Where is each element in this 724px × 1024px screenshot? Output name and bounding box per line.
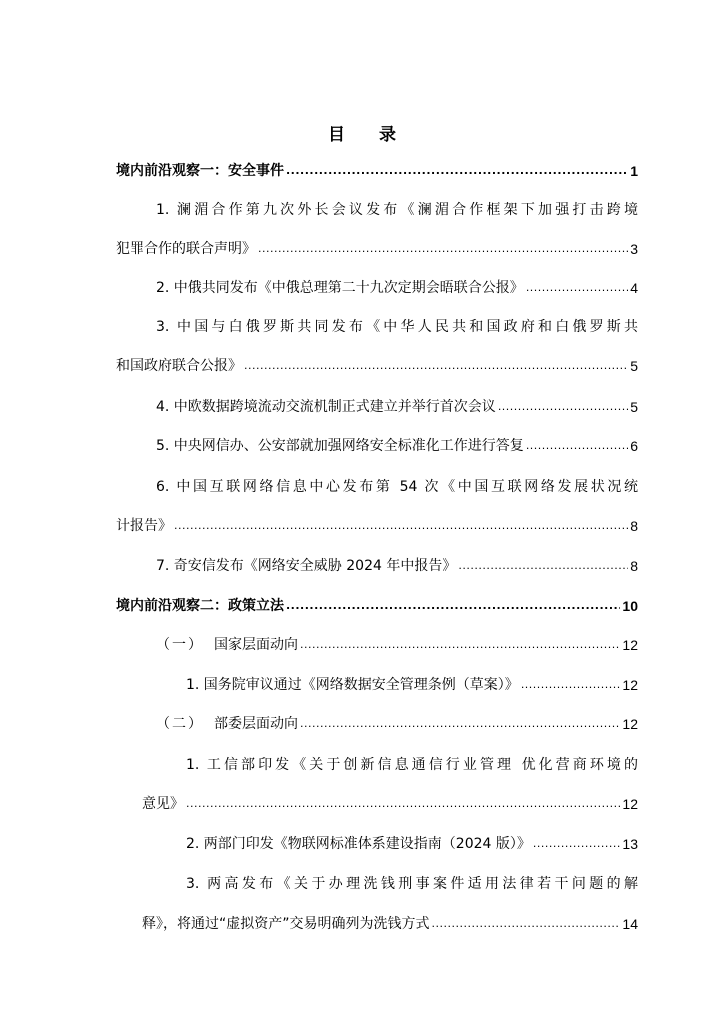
toc-leader-dots xyxy=(521,677,621,693)
toc-entry-text: 3. 中国与白俄罗斯共同发布《中华人民共和国政府和白俄罗斯共 xyxy=(156,319,638,335)
toc-entry-2-1-1[interactable] xyxy=(186,674,638,696)
toc-entry-text: 犯罪合作的联合声明》 xyxy=(116,241,256,257)
toc-entry-6-line-2[interactable] xyxy=(116,515,638,537)
toc-subsection-1[interactable] xyxy=(156,634,638,656)
toc-entry-6-line-1[interactable] xyxy=(156,476,638,498)
toc-entry-text: 3. 两高发布《关于办理洗钱刑事案件适用法律若干问题的解 xyxy=(186,876,638,892)
toc-subsection-label: （二） xyxy=(156,716,204,732)
toc-entry-2[interactable] xyxy=(156,277,638,299)
toc-entry-text: 和国政府联合公报》 xyxy=(116,358,242,374)
toc-entry-text: 1. 澜湄合作第九次外长会议发布《澜湄合作框架下加强打击跨境 xyxy=(156,202,638,218)
toc-entry-3-line-2[interactable] xyxy=(116,355,638,377)
toc-entry-1-line-2[interactable] xyxy=(116,238,638,260)
toc-subsection-label: （一） xyxy=(156,637,204,653)
toc-entry-text: 2. 中俄共同发布《中俄总理第二十九次定期会晤联合公报》 xyxy=(156,280,524,296)
toc-leader-dots xyxy=(174,518,628,534)
toc-page-number: 5 xyxy=(630,358,638,374)
toc-title: 目 录 xyxy=(328,125,410,145)
toc-leader-dots xyxy=(300,716,620,732)
toc-page-number: 12 xyxy=(622,716,638,732)
toc-entry-text: 5. 中央网信办、公安部就加强网络安全标准化工作进行答复 xyxy=(156,438,524,454)
toc-entry-text: 1. 国务院审议通过《网络数据安全管理条例（草案）》 xyxy=(186,677,519,693)
toc-entry-text: 计报告》 xyxy=(116,518,172,534)
toc-leader-dots xyxy=(300,637,620,653)
toc-page-number: 8 xyxy=(630,558,638,574)
toc-entry-2-2-2[interactable] xyxy=(186,833,638,855)
toc-entry-text: 4. 中欧数据跨境流动交流机制正式建立并举行首次会议 xyxy=(156,399,496,415)
toc-section-2[interactable] xyxy=(116,595,638,617)
toc-entry-5[interactable] xyxy=(156,435,638,457)
toc-page-number: 4 xyxy=(630,280,638,296)
toc-entry-text: 2. 两部门印发《物联网标准体系建设指南（2024 版）》 xyxy=(186,836,531,852)
toc-section-title: 境内前沿观察一：安全事件 xyxy=(116,163,284,179)
toc-page-number: 12 xyxy=(622,637,638,653)
toc-subsection-2[interactable] xyxy=(156,713,638,735)
toc-page-number: 13 xyxy=(622,836,638,852)
toc-entry-text: 6. 中国互联网络信息中心发布第 54 次《中国互联网络发展状况统 xyxy=(156,479,638,495)
toc-leader-dots xyxy=(258,241,628,257)
toc-page-number: 12 xyxy=(622,796,638,812)
toc-page-number: 14 xyxy=(622,916,638,932)
toc-page-number: 12 xyxy=(622,677,638,693)
toc-page-number: 5 xyxy=(630,399,638,415)
toc-leader-dots xyxy=(526,438,628,454)
toc-entry-text: 1. 工信部印发《关于创新信息通信行业管理 优化营商环境的 xyxy=(186,757,638,773)
toc-section-title: 境内前沿观察二：政策立法 xyxy=(116,598,284,614)
toc-leader-dots xyxy=(432,916,621,932)
toc-entry-text: 意见》 xyxy=(142,796,184,812)
toc-leader-dots xyxy=(286,163,628,179)
toc-leader-dots xyxy=(244,358,628,374)
toc-subsection-title: 部委层面动向 xyxy=(214,716,298,732)
toc-entry-3-line-1[interactable] xyxy=(156,316,638,338)
toc-entry-1-line-1[interactable] xyxy=(156,199,638,221)
toc-leader-dots xyxy=(526,280,628,296)
toc-subsection-title: 国家层面动向 xyxy=(214,637,298,653)
toc-leader-dots xyxy=(533,836,621,852)
toc-page-number: 10 xyxy=(622,598,638,614)
toc-entry-2-2-1-line-1[interactable] xyxy=(186,754,638,776)
toc-entry-4[interactable] xyxy=(156,396,638,418)
toc-section-1[interactable] xyxy=(116,160,638,182)
toc-page-number: 1 xyxy=(630,163,638,179)
toc-entry-2-2-1-line-2[interactable] xyxy=(142,793,638,815)
toc-page-number: 3 xyxy=(630,241,638,257)
toc-entry-text: 释》，将通过“虚拟资产”交易明确列为洗钱方式 xyxy=(142,916,430,932)
toc-entry-7[interactable] xyxy=(156,555,638,577)
toc-leader-dots xyxy=(498,399,628,415)
toc-page-number: 8 xyxy=(630,518,638,534)
toc-leader-dots xyxy=(458,558,628,574)
toc-entry-2-2-3-line-1[interactable] xyxy=(186,873,638,895)
toc-page-number: 6 xyxy=(630,438,638,454)
toc-leader-dots xyxy=(186,796,620,812)
toc-entry-text: 7. 奇安信发布《网络安全威胁 2024 年中报告》 xyxy=(156,558,457,574)
toc-entry-2-2-3-line-2[interactable] xyxy=(142,913,638,935)
toc-leader-dots xyxy=(286,598,620,614)
